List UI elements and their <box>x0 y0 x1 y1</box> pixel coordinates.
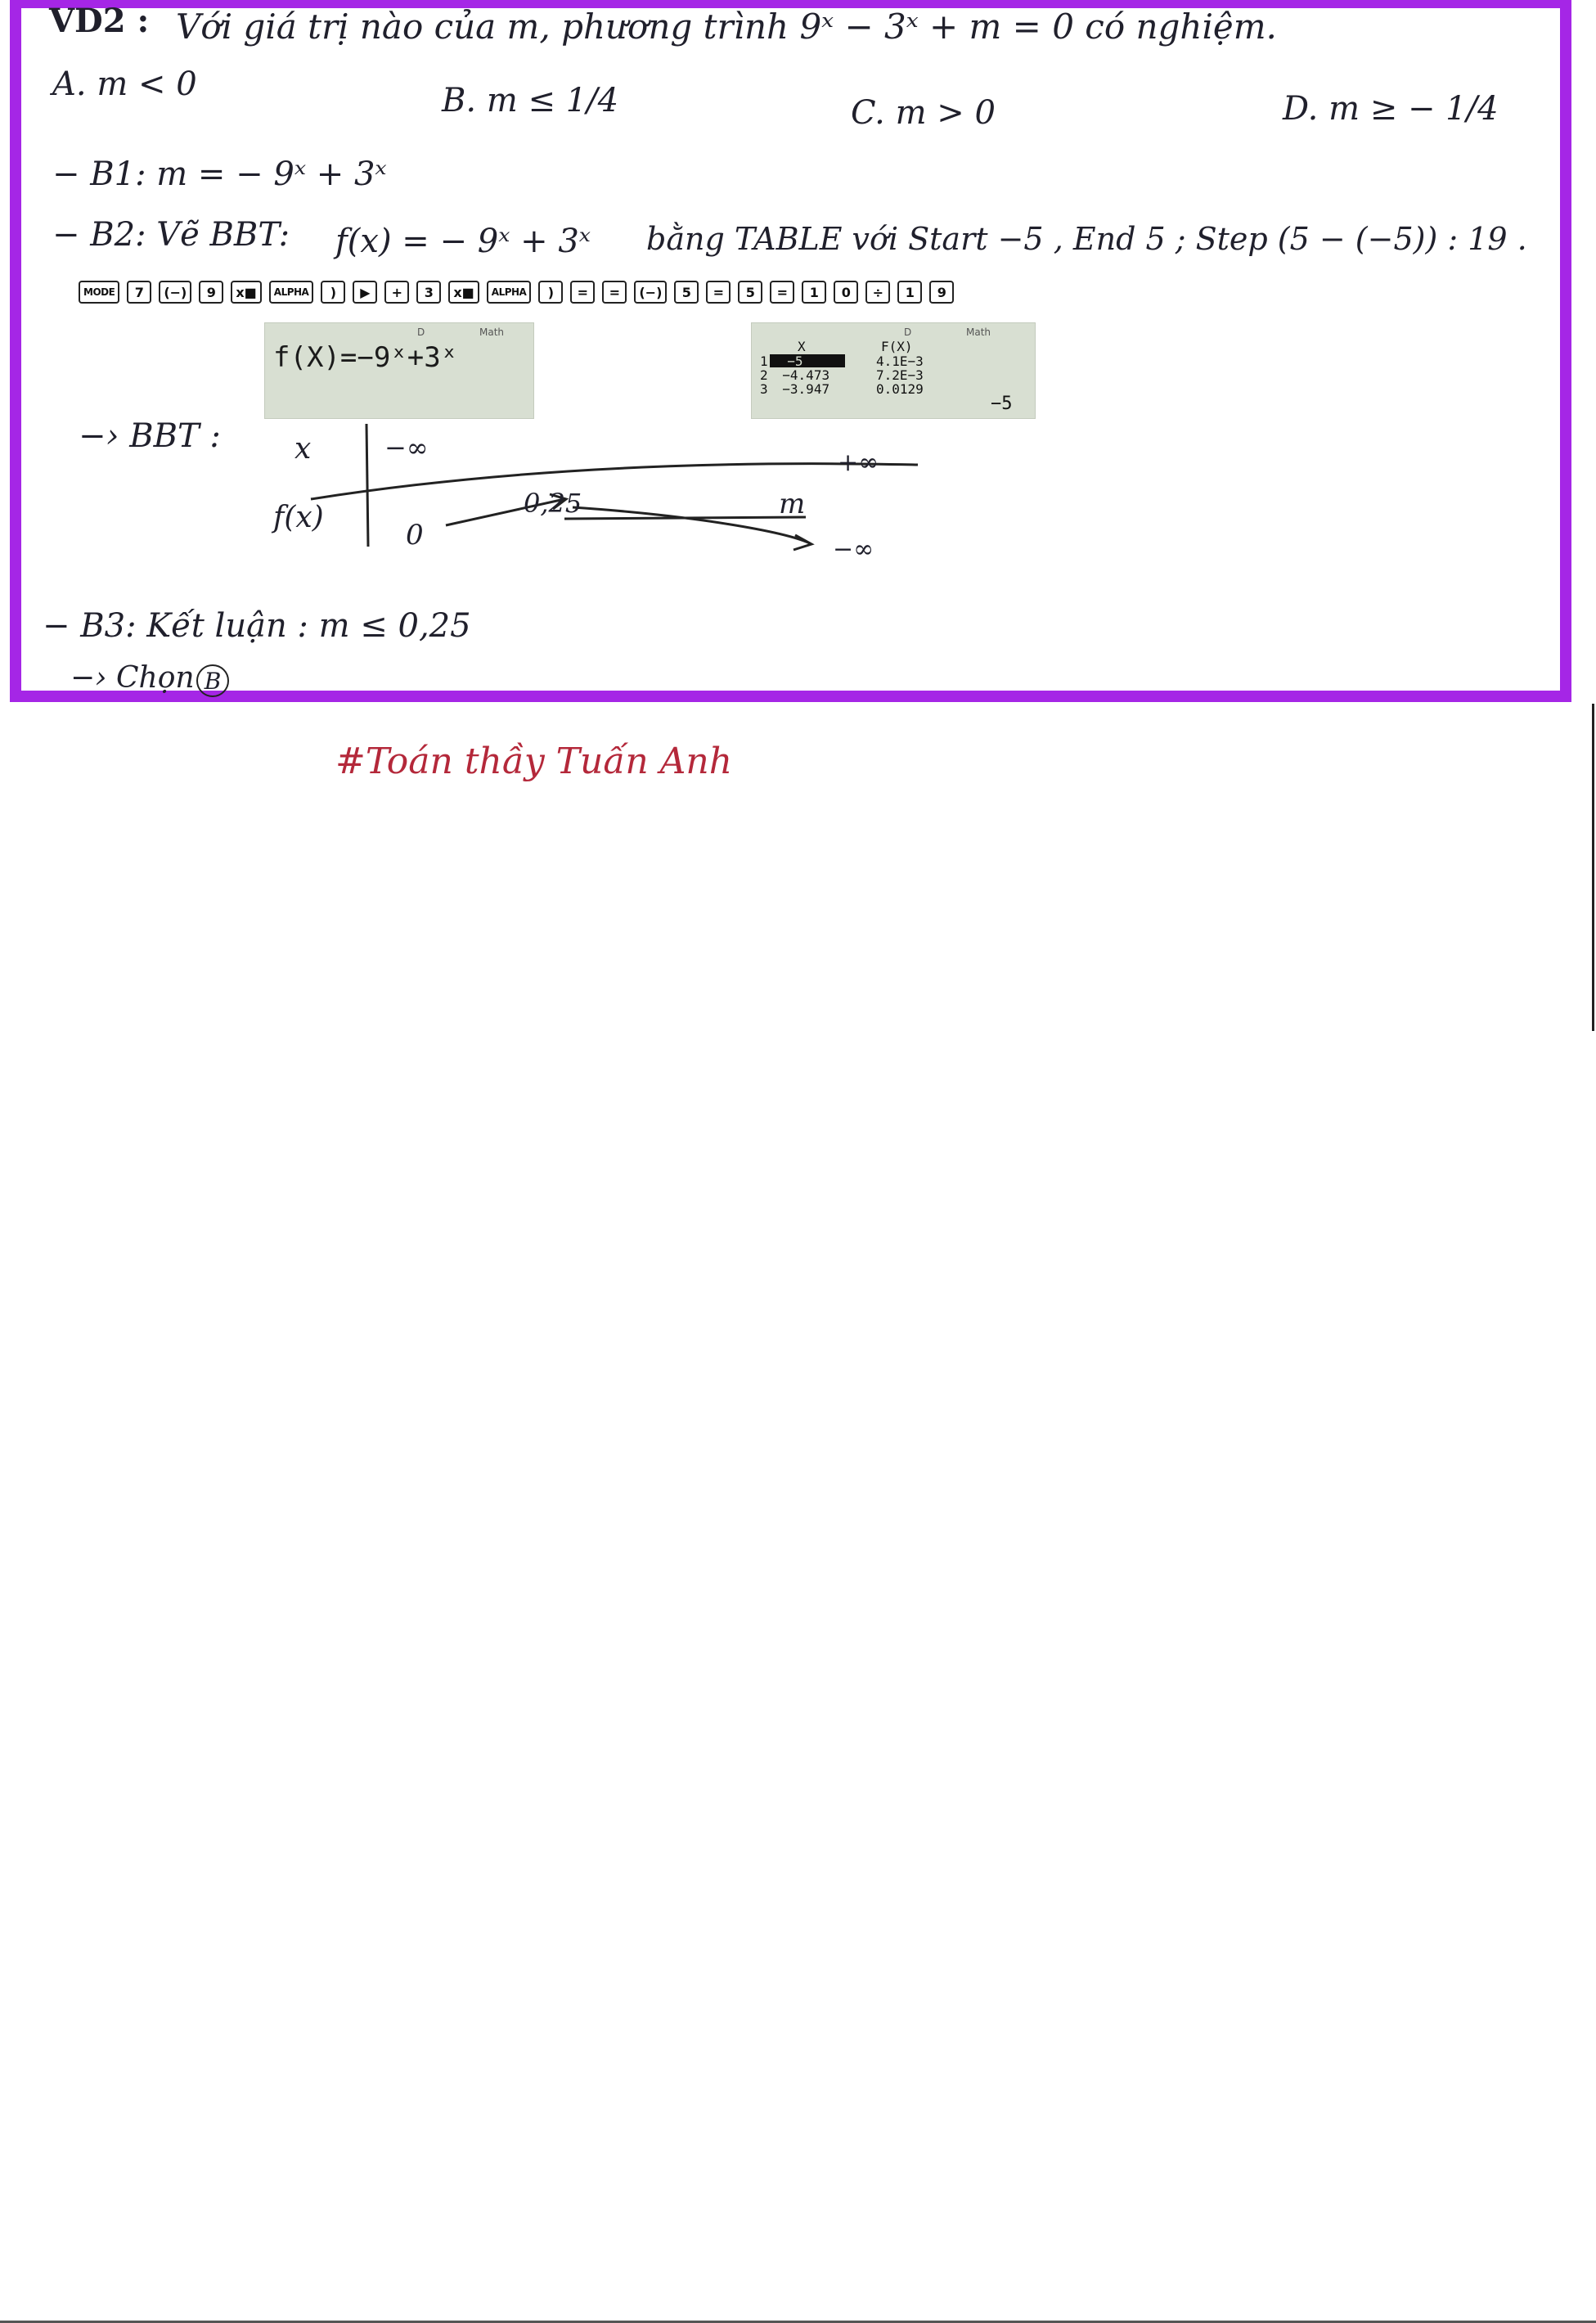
bbt-fx-label: f(x) <box>273 501 324 534</box>
calculator-key: 0 <box>834 281 858 304</box>
calculator-key: 5 <box>674 281 699 304</box>
table-header-x: X <box>798 339 806 354</box>
bbt-f-start: 0 <box>406 519 424 551</box>
calculator-key: = <box>602 281 627 304</box>
bbt-f-max: 0,25 <box>524 488 582 519</box>
bbt-decrease-arrow <box>573 507 810 543</box>
step-2-function: f(x) = − 9ˣ + 3ˣ <box>335 223 591 260</box>
calculator-key: 9 <box>199 281 223 304</box>
calculator-key: x■ <box>231 281 261 304</box>
option-a: A. m < 0 <box>52 65 197 103</box>
bbt-f-end: −∞ <box>833 535 874 564</box>
calculator-key: = <box>570 281 595 304</box>
row-3-fx: 0.0129 <box>876 381 924 397</box>
calculator-key: ) <box>321 281 345 304</box>
table-header-fx: F(X) <box>881 339 913 354</box>
step-2-label: − B2: Vẽ BBT: <box>52 216 290 254</box>
variation-table <box>0 0 1596 704</box>
row-3-x: −3.947 <box>782 381 830 397</box>
calculator-key: (−) <box>634 281 667 304</box>
calculator-key: ) <box>538 281 563 304</box>
calculator-key: 9 <box>929 281 954 304</box>
lcd-mode: Math <box>479 326 505 338</box>
option-d: D. m ≥ − 1/4 <box>1283 90 1499 128</box>
question-prefix: VD2 : <box>49 2 150 40</box>
row-2-x: −4.473 <box>782 367 830 383</box>
bbt-m-line <box>564 517 806 519</box>
choose-label: −› Chọn <box>70 661 195 695</box>
calculator-key: = <box>706 281 731 304</box>
question-text: Với giá trị nào của m, phương trình 9ˣ − 3ˣ + m = 0 có nghiệm. <box>176 7 1277 47</box>
author-signature: #Toán thầy Tuấn Anh <box>335 741 733 782</box>
calculator-key: (−) <box>159 281 191 304</box>
calculator-key: + <box>384 281 409 304</box>
option-c: C. m > 0 <box>851 94 996 132</box>
calculator-key: 3 <box>416 281 441 304</box>
choose-answer: B <box>204 667 222 695</box>
option-b: B. m ≤ 1/4 <box>442 82 619 119</box>
lcd-indicator: D <box>417 326 425 338</box>
row-3-index: 3 <box>760 381 768 397</box>
step-2-method: bằng TABLE với Start −5 , End 5 ; Step (5 − (−5)) : 19 . <box>646 221 1527 257</box>
row-1-index: 1 <box>760 353 768 369</box>
row-2-fx: 7.2E−3 <box>876 367 924 383</box>
calculator-key: MODE <box>79 281 119 304</box>
lcd2-mode: Math <box>966 326 991 338</box>
lcd2-indicator: D <box>904 326 912 338</box>
bbt-x-label: x <box>294 432 312 466</box>
calculator-key: 1 <box>802 281 826 304</box>
row-1-x: −5 <box>787 353 803 369</box>
calculator-key: = <box>770 281 794 304</box>
row-2-index: 2 <box>760 367 768 383</box>
calculator-key: 1 <box>897 281 922 304</box>
scan-edge-line <box>1592 704 1594 1031</box>
row-1-fx: 4.1E−3 <box>876 353 924 369</box>
bbt-horizontal-line <box>311 464 918 499</box>
calculator-key: ALPHA <box>487 281 532 304</box>
bbt-label: −› BBT : <box>79 417 221 455</box>
choose-answer-circle <box>196 664 229 697</box>
table-bottom-value: −5 <box>991 394 1013 414</box>
step-1: − B1: m = − 9ˣ + 3ˣ <box>52 155 387 193</box>
calculator-key: 5 <box>738 281 762 304</box>
calculator-key: ÷ <box>865 281 890 304</box>
calculator-key: x■ <box>448 281 479 304</box>
calculator-key: ▶ <box>353 281 377 304</box>
bbt-m-label: m <box>779 488 806 520</box>
calculator-key: ALPHA <box>269 281 314 304</box>
step-3: − B3: Kết luận : m ≤ 0,25 <box>43 607 471 645</box>
lcd-expression: f(X)=−9ˣ+3ˣ <box>273 341 458 374</box>
bbt-x-end: +∞ <box>838 448 879 477</box>
bbt-vertical-line <box>366 424 368 547</box>
bbt-x-start: −∞ <box>384 432 429 463</box>
calculator-key: 7 <box>127 281 151 304</box>
